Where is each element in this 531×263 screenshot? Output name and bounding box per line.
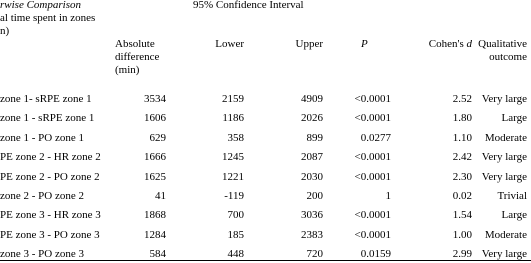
p-value-cell: <0.0001 <box>354 93 391 105</box>
col-qualitative-header-line2: outcome <box>489 51 527 63</box>
cohens-d-cell: 1.10 <box>452 131 472 144</box>
cohens-d-cell: 1.80 <box>452 112 472 125</box>
p-value-cell: <0.0001 <box>354 209 391 222</box>
col-cohens-d-prefix: Cohen's <box>428 38 467 50</box>
table-row <box>0 129 531 147</box>
comparison-cell: zone 1 - PO zone 1 <box>0 131 85 144</box>
qualitative-outcome-cell: Moderate <box>484 131 527 144</box>
upper-ci-cell: 899 <box>306 131 323 144</box>
table-row <box>0 168 531 186</box>
comparison-cell: PE zone 3 - HR zone 3 <box>0 209 101 222</box>
table-row <box>0 109 531 127</box>
lower-ci-cell: 185 <box>227 228 244 241</box>
comparison-cell: zone 1- sRPE zone 1 <box>0 93 92 105</box>
p-value-cell: 1 <box>385 190 391 202</box>
upper-ci-cell: 200 <box>306 190 323 202</box>
cohens-d-cell: 1.54 <box>452 209 472 222</box>
qualitative-outcome-cell: Very large <box>481 151 527 164</box>
cohens-d-cell: 2.99 <box>452 248 472 261</box>
lower-ci-cell: -119 <box>224 190 244 202</box>
upper-ci-cell: 2030 <box>301 170 323 183</box>
comparison-cell: PE zone 3 - PO zone 3 <box>0 228 100 241</box>
qualitative-outcome-cell: Moderate <box>484 228 527 241</box>
absolute-difference-cell: 1868 <box>144 209 166 222</box>
upper-ci-cell: 4909 <box>301 93 323 105</box>
absolute-difference-cell: 629 <box>149 131 166 144</box>
absolute-difference-cell: 1666 <box>144 151 166 164</box>
confidence-interval-heading: 95% Confidence Interval <box>193 0 304 11</box>
table-row <box>0 148 531 166</box>
col-abs-header-line1: Absolute <box>115 38 155 50</box>
comparison-cell: zone 2 - PO zone 2 <box>0 190 85 202</box>
p-value-cell: 0.0277 <box>360 131 391 144</box>
qualitative-outcome-cell: Very large <box>481 93 527 105</box>
p-value-cell: <0.0001 <box>354 228 391 241</box>
absolute-difference-cell: 1284 <box>144 228 166 241</box>
qualitative-outcome-cell: Very large <box>481 248 527 261</box>
qualitative-outcome-cell: Very large <box>481 170 527 183</box>
lower-ci-cell: 448 <box>227 248 244 261</box>
col-abs-header-line2: difference <box>115 51 160 63</box>
time-in-zones-heading: al time spent in zones <box>0 12 96 24</box>
lower-ci-cell: 1221 <box>222 170 244 183</box>
upper-ci-cell: 720 <box>306 248 323 261</box>
cohens-d-cell: 1.00 <box>452 228 472 241</box>
upper-ci-cell: 2026 <box>301 112 323 125</box>
lower-ci-cell: 1186 <box>222 112 244 125</box>
absolute-difference-cell: 584 <box>149 248 166 261</box>
upper-ci-cell: 2383 <box>301 228 323 241</box>
qualitative-outcome-cell: Large <box>501 112 527 125</box>
comparison-cell: PE zone 2 - PO zone 2 <box>0 170 100 183</box>
absolute-difference-cell: 1625 <box>144 170 166 183</box>
col-p-header: P <box>361 38 368 50</box>
absolute-difference-cell: 41 <box>155 190 166 202</box>
col-cohens-d-header <box>410 38 472 51</box>
cohens-d-cell: 2.30 <box>452 170 472 183</box>
col-cohens-d-symbol: d <box>466 38 472 50</box>
absolute-difference-cell: 1606 <box>144 112 166 125</box>
lower-ci-cell: 2159 <box>222 93 244 105</box>
comparison-cell: PE zone 2 - HR zone 2 <box>0 151 101 164</box>
col-lower-header: Lower <box>215 38 244 50</box>
col-upper-header: Upper <box>295 38 323 50</box>
absolute-difference-cell: 3534 <box>144 93 166 105</box>
cohens-d-cell: 2.52 <box>452 93 472 105</box>
p-value-cell: <0.0001 <box>354 170 391 183</box>
units-heading: n) <box>0 25 10 37</box>
col-qualitative-header-line1: Qualitative <box>478 38 527 50</box>
table-row <box>0 206 531 224</box>
col-abs-header-line3: (min) <box>115 64 140 76</box>
comparison-cell: zone 3 - PO zone 3 <box>0 248 85 261</box>
upper-ci-cell: 3036 <box>301 209 323 222</box>
qualitative-outcome-cell: Trivial <box>497 190 527 202</box>
pairwise-comparison-heading: rwise Comparison <box>0 0 81 11</box>
p-value-cell: 0.0159 <box>360 248 391 261</box>
upper-ci-cell: 2087 <box>301 151 323 164</box>
table-bottom-rule <box>0 260 531 261</box>
p-value-cell: <0.0001 <box>354 112 391 125</box>
comparison-cell: zone 1 - sRPE zone 1 <box>0 112 95 125</box>
cohens-d-cell: 0.02 <box>452 190 472 202</box>
lower-ci-cell: 700 <box>227 209 244 222</box>
lower-ci-cell: 358 <box>227 131 244 144</box>
p-value-cell: <0.0001 <box>354 151 391 164</box>
table-row <box>0 187 531 205</box>
table-row <box>0 90 531 108</box>
qualitative-outcome-cell: Large <box>501 209 527 222</box>
table-row <box>0 226 531 244</box>
cohens-d-cell: 2.42 <box>452 151 472 164</box>
lower-ci-cell: 1245 <box>222 151 244 164</box>
